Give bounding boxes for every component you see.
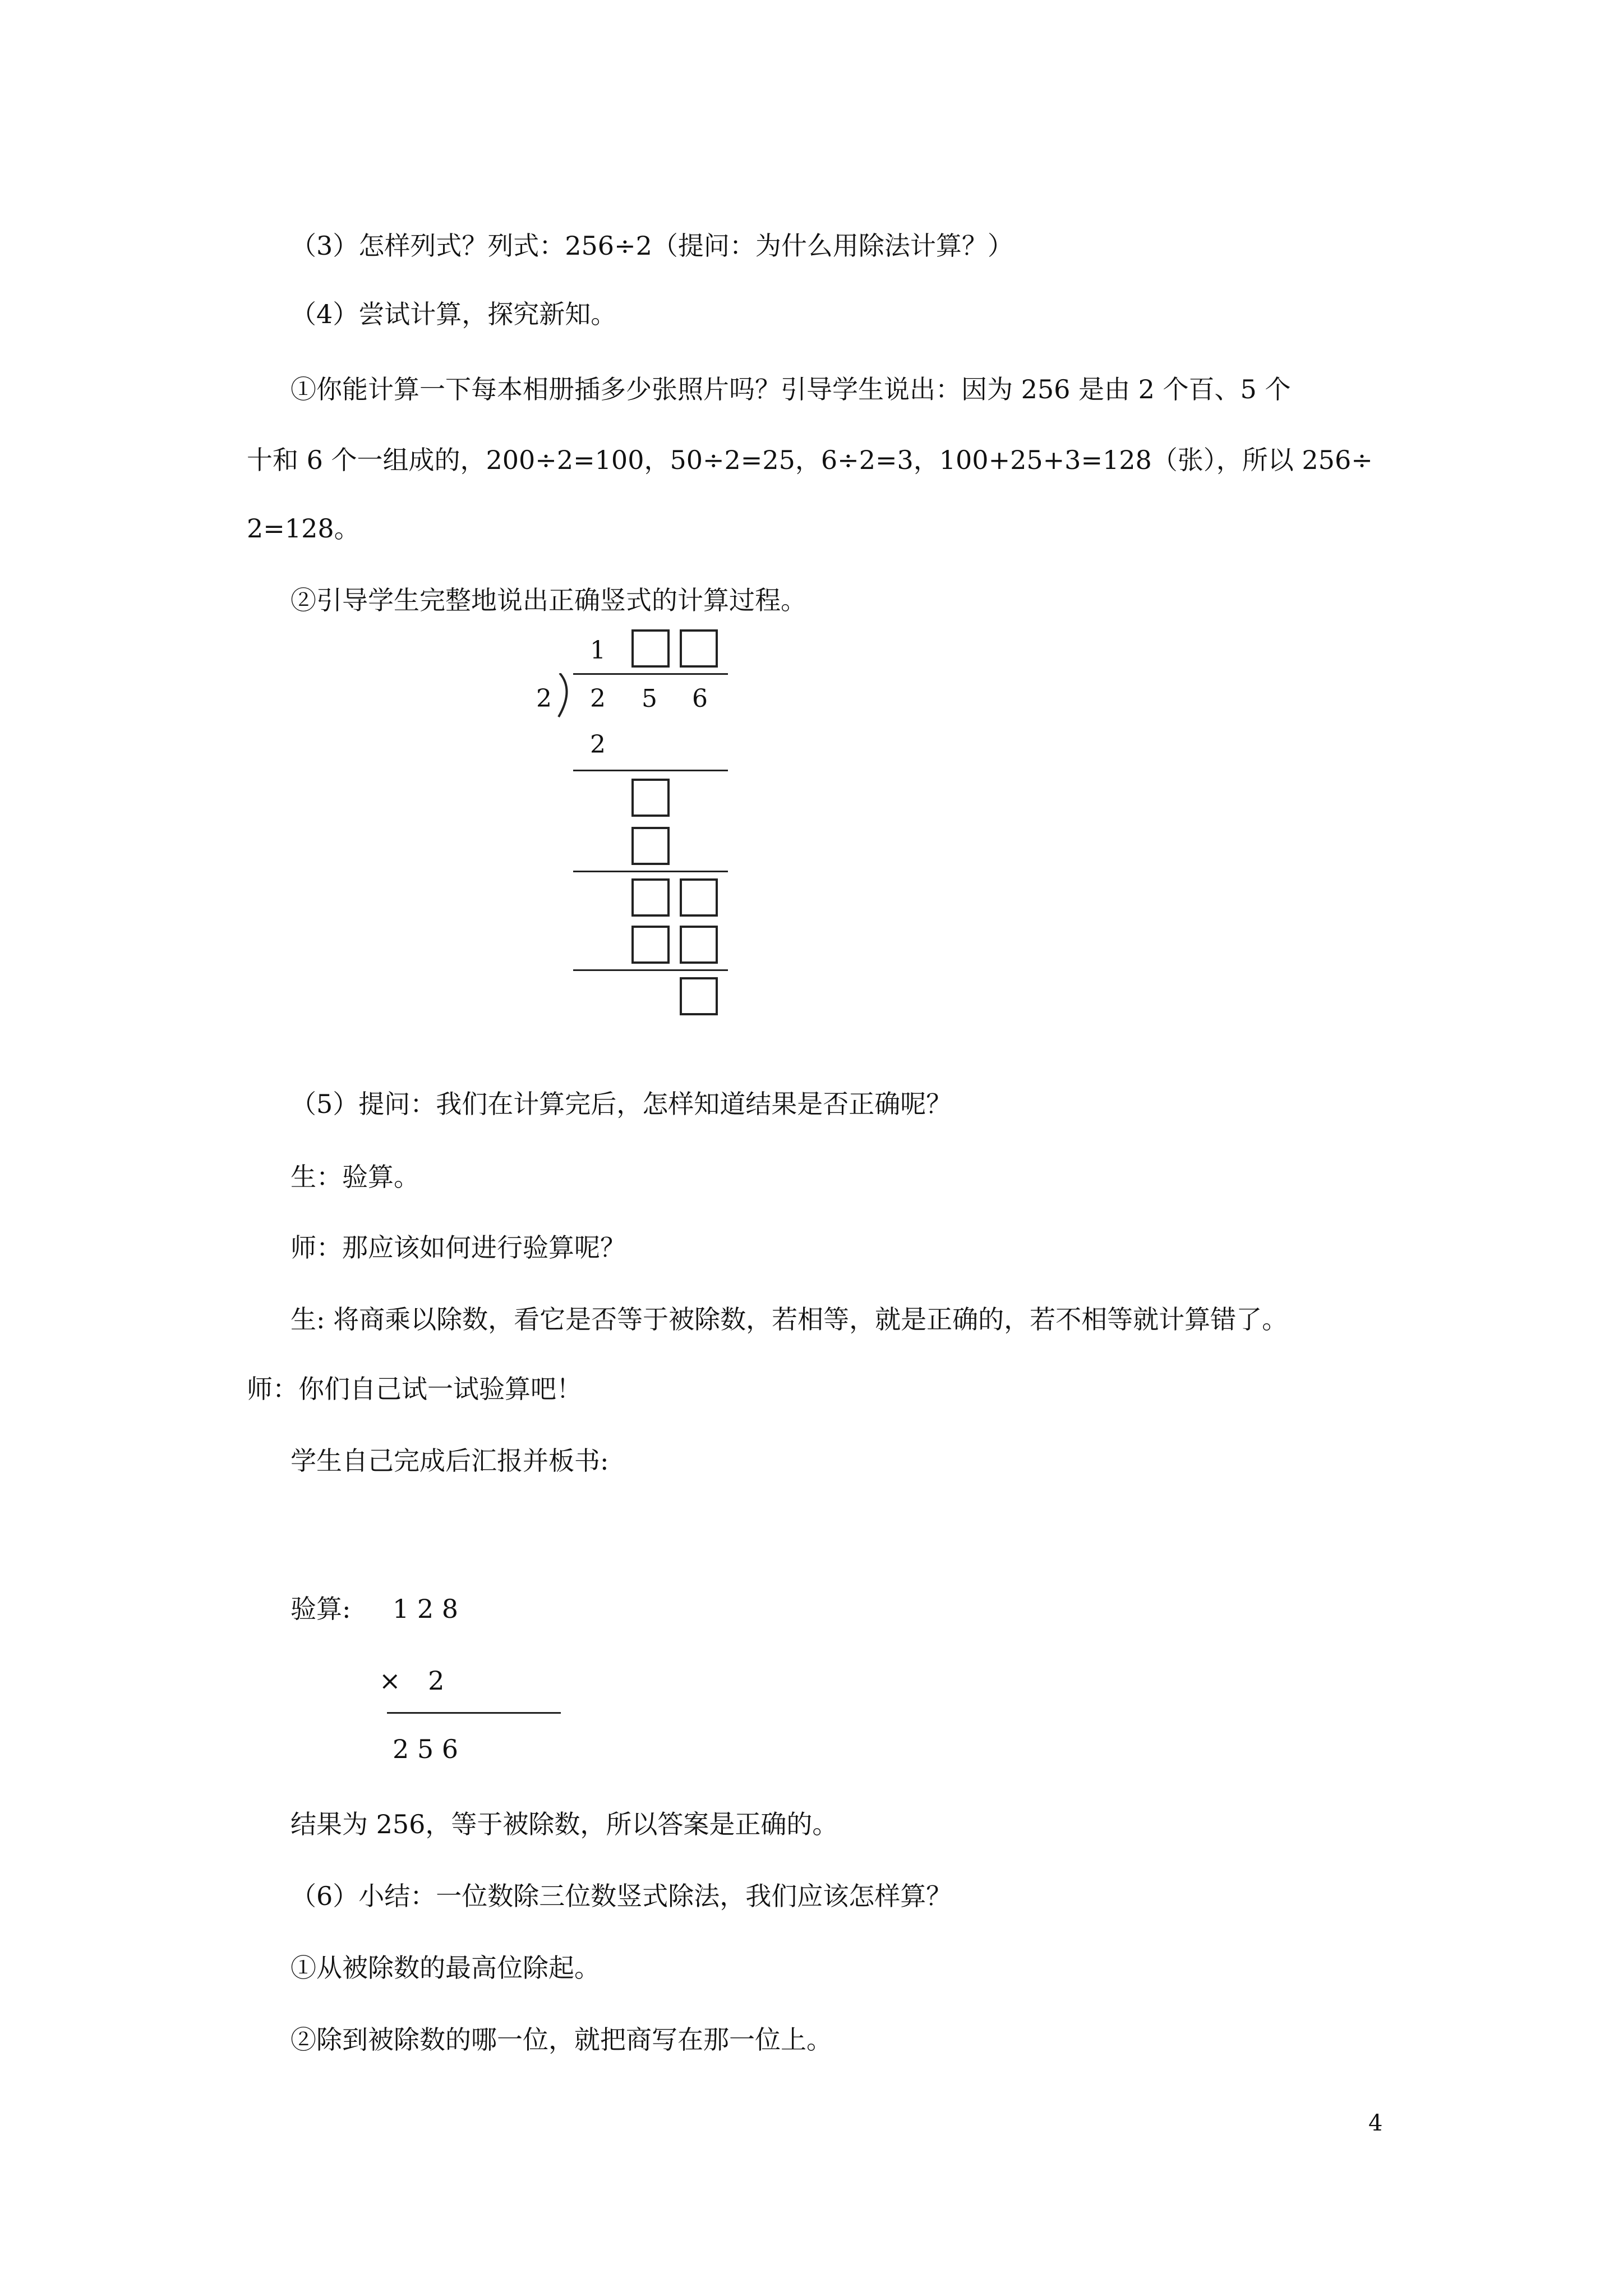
quotient-blank-box (631, 629, 670, 668)
teacher-line-2: 师：你们自己试一试验算吧！ (247, 1374, 582, 1404)
first-product-digit: 2 (590, 730, 606, 759)
verification-label: 验算: (291, 1594, 351, 1624)
page-number: 4 (1368, 2110, 1383, 2136)
division-rule-1 (573, 770, 728, 771)
remainder-blank-box (631, 779, 670, 817)
product-blank-box (631, 827, 670, 865)
product-blank-box (631, 926, 670, 964)
divisor-digit: 2 (536, 684, 552, 713)
division-top-rule (573, 673, 728, 675)
paragraph-6: （6）小结：一位数除三位数竖式除法，我们应该怎样算？ (291, 1881, 952, 1911)
product-blank-box (680, 926, 718, 964)
division-rule-3 (573, 969, 728, 971)
result-line: 结果为 256，等于被除数，所以答案是正确的。 (291, 1809, 838, 1839)
remainder-blank-box (631, 878, 670, 917)
verification-multiplier: × 2 (379, 1665, 445, 1696)
dividend-digit-hundreds: 2 (590, 684, 606, 713)
verification-multiplicand: 1 2 8 (393, 1594, 459, 1624)
remainder-blank-box (680, 878, 718, 917)
division-bracket (555, 673, 578, 718)
quotient-digit: 1 (590, 636, 606, 665)
verification-rule (387, 1712, 561, 1714)
paragraph-3: （3）怎样列式？列式：256÷2（提问：为什么用除法计算？） (291, 231, 1013, 261)
report-line: 学生自己完成后汇报并板书: (291, 1446, 609, 1476)
quotient-blank-box (680, 629, 718, 668)
dividend-digit-tens: 5 (642, 684, 657, 713)
student-line-1: 生：验算。 (291, 1162, 419, 1192)
final-remainder-blank-box (680, 977, 718, 1015)
student-line-2: 生: 将商乘以除数，看它是否等于被除数，若相等，就是正确的，若不相等就计算错了。 (291, 1304, 1288, 1335)
verification-product: 2 5 6 (393, 1734, 459, 1764)
division-rule-2 (573, 871, 728, 872)
summary-step-1: ①从被除数的最高位除起。 (291, 1953, 600, 1983)
paragraph-circle1-line3: 2=128。 (247, 513, 360, 544)
dividend-digit-ones: 6 (692, 684, 708, 713)
paragraph-circle2: ②引导学生完整地说出正确竖式的计算过程。 (291, 585, 806, 615)
paragraph-circle1-line1: ①你能计算一下每本相册插多少张照片吗？引导学生说出：因为 256 是由 2 个百、5 个 (291, 374, 1291, 404)
summary-step-2: ②除到被除数的哪一位，就把商写在那一位上。 (291, 2024, 832, 2055)
paragraph-5: （5）提问：我们在计算完后，怎样知道结果是否正确呢？ (291, 1089, 952, 1119)
paragraph-4: （4）尝试计算，探究新知。 (291, 299, 617, 329)
paragraph-circle1-line2: 十和 6 个一组成的，200÷2=100，50÷2=25，6÷2=3，100+25+3=128（张），所以 256÷ (247, 445, 1373, 475)
teacher-line-1: 师：那应该如何进行验算呢？ (291, 1232, 626, 1263)
